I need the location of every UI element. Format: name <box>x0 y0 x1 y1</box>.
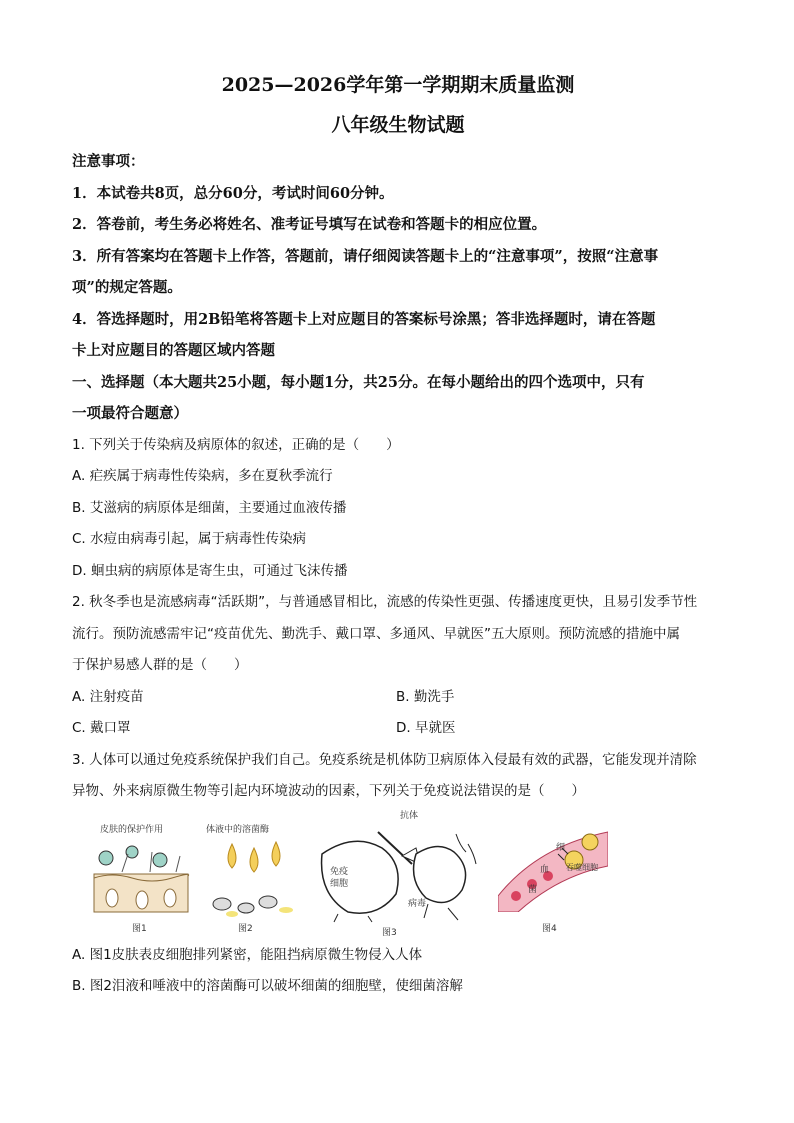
question-stem-line: 于保护易感人群的是（ ） <box>72 657 248 673</box>
option-d: D. 蛔虫病的病原体是寄生虫，可通过飞沫传播 <box>72 562 348 579</box>
options-row <box>72 682 724 714</box>
section-heading-line: 一、选择题（本大题共25小题，每小题1分，共25分。在每小题给出的四个选项中，只有 <box>72 373 645 391</box>
option-a: A. 注射疫苗 <box>72 688 144 705</box>
figure-3-antibody <box>308 810 488 938</box>
figure-2-lysozyme <box>202 822 298 934</box>
question-stem-line: 流行。预防流感需牢记“疫苗优先、勤洗手、戴口罩、多通风、早就医”五大原则。预防流感的措施中属 <box>72 625 680 642</box>
notes-section <box>72 146 724 367</box>
options-row <box>72 713 724 745</box>
immune-figures <box>92 810 724 938</box>
note-item: 1．本试卷共8页，总分60分，考试时间60分钟。 <box>72 184 394 202</box>
option-d: D. 早就医 <box>396 720 456 736</box>
question-stem-line: 2. 秋冬季也是流感病毒“活跃期”，与普通感冒相比，流感的传染性更强、传播速度更快，且易引发季节性 <box>72 594 698 610</box>
lysozyme-illustration <box>202 834 298 926</box>
question-stem-line: 异物、外来病原微生物等引起内环境波动的因素，下列关于免疫说法错误的是（ ） <box>72 783 585 799</box>
question-3 <box>72 745 724 1003</box>
figure-inner-text: 吞噬细胞 <box>566 862 598 872</box>
exam-title: 2025—2026学年第一学期期末质量监测 <box>221 74 575 96</box>
option-c: C. 戴口罩 <box>72 720 131 736</box>
figure-inner-text: 病毒 <box>408 898 427 909</box>
figure-inner-text: 细 <box>556 842 566 853</box>
skin-illustration <box>92 834 192 926</box>
note-item: 4．答选择题时，用2B铅笔将答题卡上对应题目的答案标号涂黑；答非选择题时，请在答题 <box>72 310 656 328</box>
note-item: 2．答卷前，考生务必将姓名、准考证号填写在试卷和答题卡的相应位置。 <box>72 216 547 233</box>
figure-caption: 皮肤的保护作用 <box>100 824 164 835</box>
option-b: B. 图2泪液和唾液中的溶菌酶可以破坏细菌的细胞壁，使细菌溶解 <box>72 978 463 994</box>
option-c: C. 水痘由病毒引起，属于病毒性传染病 <box>72 531 307 547</box>
section-heading-line: 一项最符合题意） <box>72 405 188 422</box>
figure-inner-text: 血 <box>540 864 550 875</box>
figure-inner-text: 细胞 <box>330 878 349 889</box>
figure-caption: 抗体 <box>400 810 419 821</box>
question-1 <box>72 430 724 588</box>
figure-inner-text: 菌 <box>528 884 538 895</box>
question-stem-line: 3. 人体可以通过免疫系统保护我们自己。免疫系统是机体防卫病原体入侵最有效的武器，它能发现并清除 <box>72 751 697 768</box>
note-item: 项”的规定答题。 <box>72 279 182 296</box>
note-item: 卡上对应题目的答题区域内答题 <box>72 342 275 359</box>
option-b: B. 勤洗手 <box>396 688 455 705</box>
question-2 <box>72 587 724 745</box>
figure-1-skin <box>92 822 192 934</box>
question-stem: 1. 下列关于传染病及病原体的叙述，正确的是（ ） <box>72 436 400 453</box>
figure-4-phagocyte <box>498 822 608 934</box>
figure-caption: 体液中的溶菌酶 <box>206 824 270 835</box>
figure-label: 图1 <box>132 923 147 934</box>
option-b: B. 艾滋病的病原体是细菌，主要通过血液传播 <box>72 499 347 516</box>
figure-inner-text: 免疫 <box>330 866 349 877</box>
exam-page <box>72 68 724 1003</box>
option-a: A. 图1皮肤表皮细胞排列紧密，能阻挡病原微生物侵入人体 <box>72 946 423 963</box>
figure-label: 图4 <box>542 923 557 934</box>
notes-heading: 注意事项： <box>72 153 145 170</box>
figure-label: 图2 <box>238 923 253 934</box>
exam-subtitle: 八年级生物试题 <box>331 114 465 136</box>
option-a: A. 疟疾属于病毒性传染病，多在夏秋季流行 <box>72 468 333 484</box>
figure-label: 图3 <box>382 927 397 938</box>
note-item: 3．所有答案均在答题卡上作答，答题前，请仔细阅读答题卡上的“注意事项”，按照“注意事 <box>72 247 659 265</box>
section-heading <box>72 367 724 430</box>
